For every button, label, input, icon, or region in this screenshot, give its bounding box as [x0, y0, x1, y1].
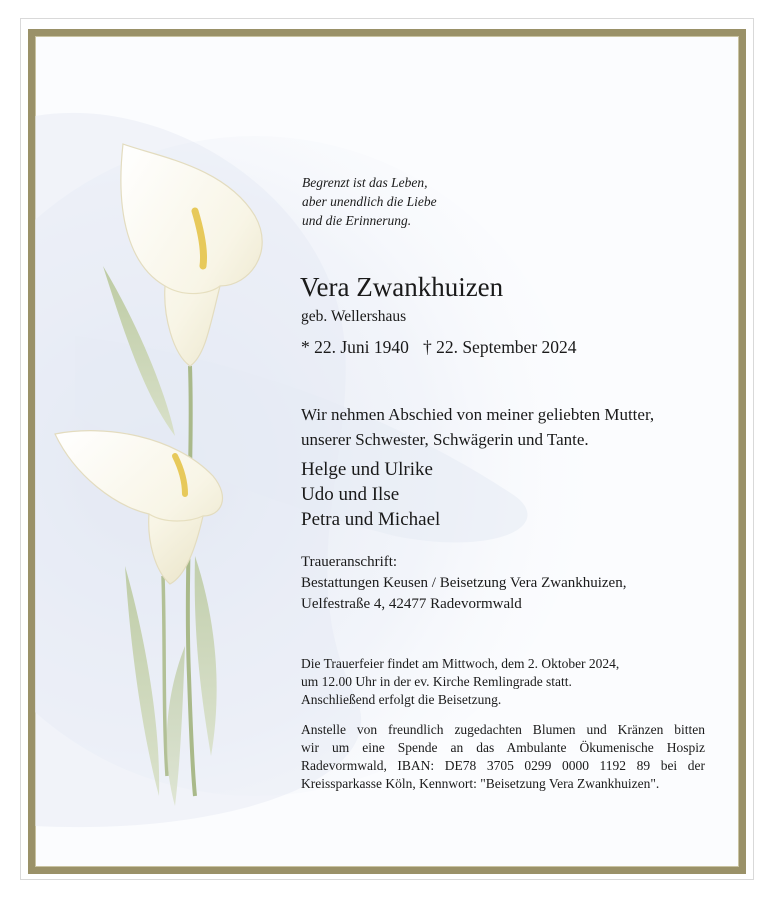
address-heading: Traueranschrift: — [301, 554, 398, 570]
deceased-name: Vera Zwankhuizen — [300, 272, 504, 302]
donation-line: wir um eine Spende an das Ambulante Ökumenische Hospiz — [301, 740, 705, 755]
farewell-line: Wir nehmen Abschied von meiner geliebten Mutter, — [301, 405, 655, 424]
farewell-line: unserer Schwester, Schwägerin und Tante. — [301, 430, 589, 449]
poem-line: und die Erinnerung. — [302, 213, 412, 228]
death-date: † 22. September 2024 — [422, 337, 577, 357]
obituary-frame — [28, 29, 746, 874]
mourner: Helge und Ulrike — [301, 459, 433, 480]
birth-date: * 22. Juni 1940 — [301, 337, 409, 357]
poem-line: aber unendlich die Liebe — [302, 194, 437, 209]
service-line: Die Trauerfeier findet am Mittwoch, dem 2. Oktober 2024, — [301, 656, 620, 671]
service-line: um 12.00 Uhr in der ev. Kirche Remlingrade statt. — [301, 674, 572, 689]
funeral-service-info — [301, 655, 619, 709]
poem-line: Begrenzt ist das Leben, — [302, 175, 428, 190]
donation-line: Anstelle von freundlich zugedachten Blumen und Kränzen bitten — [301, 722, 705, 737]
address-line: Bestattungen Keusen / Beisetzung Vera Zwankhuizen, — [301, 575, 627, 591]
donation-request — [301, 721, 705, 793]
mourners-list — [301, 457, 440, 532]
life-dates — [301, 336, 577, 358]
mourner: Petra und Michael — [301, 509, 441, 530]
address-line: Uelfestraße 4, 42477 Radevormwald — [301, 596, 522, 612]
maiden-name: geb. Wellershaus — [301, 308, 407, 325]
mourning-address — [301, 552, 626, 615]
service-line: Anschließend erfolgt die Beisetzung. — [301, 692, 502, 707]
donation-line: Kreissparkasse Köln, Kennwort: "Beisetzung Vera Zwankhuizen". — [301, 776, 660, 791]
mourner: Udo und Ilse — [301, 484, 400, 505]
donation-line: Radevormwald, IBAN: DE78 3705 0299 0000 1192 89 bei der — [301, 758, 705, 773]
farewell-statement — [301, 402, 654, 452]
memorial-poem — [302, 173, 437, 230]
